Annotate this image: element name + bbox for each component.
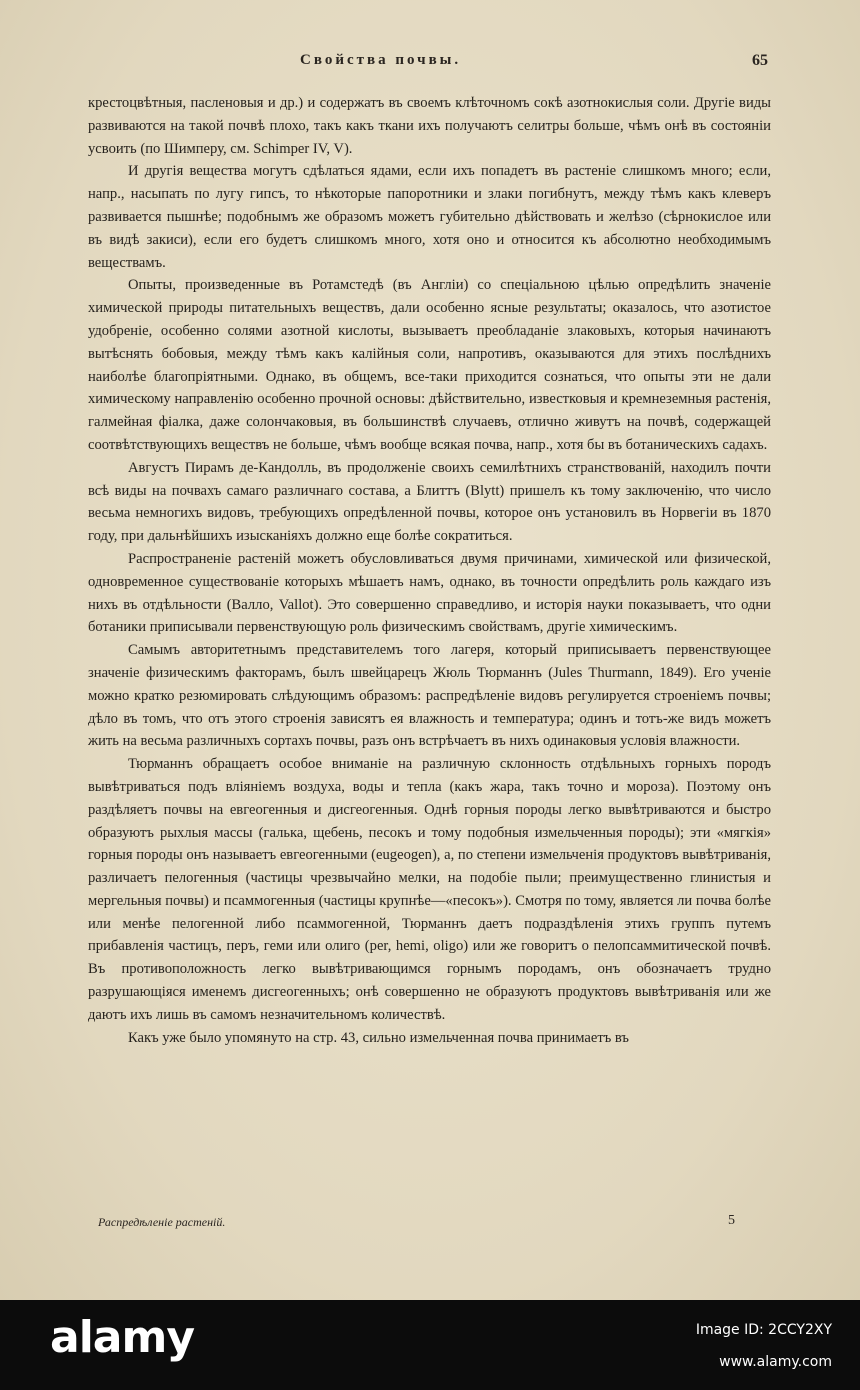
body-text: [88, 92, 771, 1049]
paragraph: Опыты, произведенные въ Ротамстедѣ (въ Англіи) со спеціальною цѣлью опредѣлить значеніе химической природы питательныхъ веществъ, дали особенно ясные результаты; оказалось, что азотистое удобреніе, особенно солями азотной кислоты, вызываетъ преобладаніе злаковыхъ, которыя начинаютъ вытѣснять бобовыя, между тѣмъ какъ калійныя соли, напротивъ, оказываются для этихъ послѣднихъ наиболѣе благопріятными. Однако, въ общемъ, все-таки приходится сознаться, что опыты эти не дали химическому направленію особенно прочной основы: дѣйствительно, известковыя и кремнеземныя растенія, галмейная фіалка, даже солончаковыя, въ большинствѣ случаевъ, отлично живутъ на почвѣ, содержащей соотвѣтствующихъ веществъ не больше, чѣмъ вообще всякая почва, напр., хотя бы въ ботаническихъ садахъ.: [88, 277, 771, 453]
image-id: Image ID: 2CCY2XY: [695, 1322, 832, 1338]
stock-info: [612, 1314, 832, 1378]
paragraph: крестоцвѣтныя, пасленовыя и др.) и содержатъ въ своемъ клѣточномъ сокѣ азотнокислыя соли. Другіе виды развиваются на такой почвѣ плохо, такъ какъ ткани ихъ получаютъ селитры больше, чѣмъ онѣ въ состояніи усвоить (по Шимперу, см. Schimper IV, V).: [88, 95, 771, 157]
stock-watermark-bar: [0, 1300, 860, 1390]
signature-mark: 5: [728, 1213, 735, 1228]
site-url: www.alamy.com: [719, 1354, 832, 1370]
paragraph: Тюрманнъ обращаетъ особое вниманіе на различную склонность отдѣльныхъ горныхъ породъ вывѣтриваться подъ вліяніемъ воздуха, воды и тепла (какъ жара, такъ точно и мороза). Поэтому онъ раздѣляетъ почвы на евгеогенныя и дисгеогенныя. Однѣ горныя породы легко вывѣтриваются и быстро образуютъ рыхлыя массы (галька, щебень, песокъ и тому подобныя измельченныя породы); эти «мягкія» горныя породы онъ называетъ евгеогенными (eugeogen), а, по степени измельченія продуктовъ вывѣтриванія, различаетъ пелогенныя (частицы чрезвычайно мелки, на подобіе пыли; преимущественно глинистыя и мергельныя почвы) и псаммогенныя (частицы крупнѣе—«песокъ»). Смотря по тому, является ли почва болѣе или менѣе пелогенной либо псаммогенной, Тюрманнъ даетъ подраздѣленія этихъ группъ путемъ прибавленія частицъ, перъ, геми или олиго (per, hemi, oligo) или же говоритъ о пелопсаммитической почвѣ. Въ противоположность легко вывѣтривающимся горнымъ породамъ, онъ обозначаетъ трудно разрушающіяся именемъ дисгеогенныхъ; онѣ совершенно не образуютъ продуктовъ вывѣтриванія или же даютъ ихъ лишь въ самомъ незначительномъ количествѣ.: [88, 756, 771, 1023]
running-head: Свойства почвы.: [300, 52, 462, 68]
paragraph: Самымъ авторитетнымъ представителемъ того лагеря, который приписываетъ первенствующее значеніе физическимъ факторамъ, былъ швейцарецъ Жюль Тюрманнъ (Jules Thurmann, 1849). Его ученіе можно кратко резюмировать слѣдующимъ образомъ: распредѣленіе видовъ регулируется строеніемъ почвы; дѣло въ томъ, что отъ этого строенія зависятъ ея влажность и температура; одинъ и тотъ-же видъ можетъ жить на весьма различныхъ сортахъ почвы, разъ онъ встрѣчаетъ въ нихъ одинаковыя условія влажности.: [88, 642, 771, 750]
paragraph: Какъ уже было упомянуто на стр. 43, сильно измельченная почва принимаетъ въ: [128, 1029, 629, 1046]
paragraph: И другія вещества могутъ сдѣлаться ядами, если ихъ попадетъ въ растеніе слишкомъ много; если, напр., насыпать по лугу гипсъ, то нѣкоторые папоротники и злаки погибнутъ, между тѣмъ какъ клеверъ развивается пышнѣе; подобнымъ же образомъ можетъ губительно дѣйствовать и желѣзо (сѣрнокислое или въ видѣ закиси), если его будетъ слишкомъ много, хотя оно и относится къ абсолютно необходимымъ веществамъ.: [88, 163, 771, 271]
alamy-logo: alamy: [50, 1312, 194, 1363]
paragraph: Августъ Пирамъ де-Кандолль, въ продолженіе своихъ семилѣтнихъ странствованій, находилъ почти всѣ виды на почвахъ самаго различнаго состава, а Блиттъ (Blytt) пришелъ къ тому заключенію, что число весьма немногихъ видовъ, требующихъ опредѣленной почвы, которое онъ установилъ въ Норвегіи въ 1870 году, при дальнѣйшихъ изысканіяхъ должно еще болѣе сократиться.: [88, 459, 771, 545]
page-number: 65: [752, 52, 768, 69]
paragraph: Распространеніе растеній можетъ обусловливаться двумя причинами, химической или физической, одновременное существованіе которыхъ мѣшаетъ намъ, однако, въ точности опредѣлить роль каждаго изъ нихъ въ отдѣльности (Валло, Vallot). Это совершенно справедливо, и исторія науки показываетъ, что одни ботаники приписывали первенствующую роль физическимъ свойствамъ, другіе химическимъ.: [88, 550, 771, 636]
footer-book-title: Распредѣленіе растеній.: [98, 1215, 226, 1229]
